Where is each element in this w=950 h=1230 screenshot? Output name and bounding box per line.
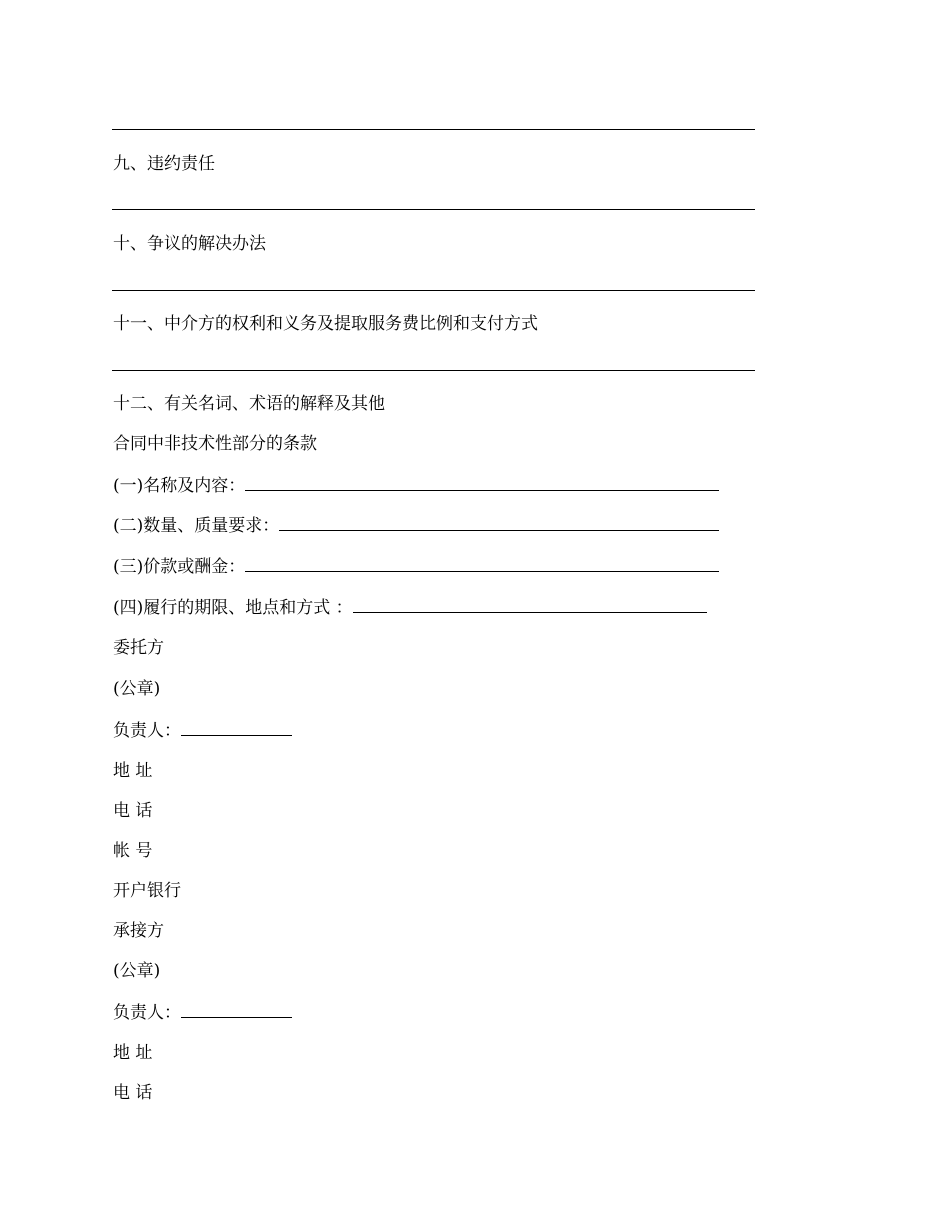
- client-responsible: [113, 719, 292, 742]
- client-bank: 开户银行: [113, 881, 181, 901]
- responsible-label: 负责人：: [113, 1003, 181, 1023]
- fill-line: [112, 290, 755, 291]
- nontech-item: [113, 555, 719, 578]
- nontech-heading: 合同中非技术性部分的条款: [113, 434, 317, 454]
- fill-blank: [245, 555, 719, 572]
- nontech-item: [113, 474, 719, 497]
- section-heading: 十二、有关名词、术语的解释及其他: [113, 394, 385, 414]
- nontech-item: [113, 514, 719, 537]
- contractor-title: 承接方: [113, 921, 164, 941]
- fill-blank: [245, 474, 719, 491]
- section-heading: 九、违约责任: [113, 154, 215, 174]
- contractor-responsible: [113, 1001, 292, 1024]
- fill-blank: [181, 1001, 292, 1018]
- nontech-item-label: (三)价款或酬金：: [113, 557, 246, 577]
- fill-line: [112, 370, 755, 371]
- nontech-item: [113, 596, 707, 619]
- fill-blank: [353, 596, 707, 613]
- contractor-seal: (公章): [113, 961, 161, 981]
- client-address: 地 址: [113, 761, 153, 781]
- nontech-item-label: (一)名称及内容：: [113, 476, 246, 496]
- client-seal: (公章): [113, 679, 161, 699]
- nontech-item-label: (二)数量、质量要求：: [113, 516, 280, 536]
- client-title: 委托方: [113, 638, 164, 658]
- responsible-label: 负责人：: [113, 721, 181, 741]
- nontech-item-label: (四)履行的期限、地点和方式 ：: [113, 598, 353, 618]
- contractor-address: 地 址: [113, 1043, 153, 1063]
- section-heading: 十、争议的解决办法: [113, 234, 266, 254]
- client-phone: 电 话: [113, 801, 153, 821]
- fill-blank: [279, 514, 719, 531]
- contractor-phone: 电 话: [113, 1083, 153, 1103]
- client-account: 帐 号: [113, 841, 153, 861]
- fill-line: [112, 209, 755, 210]
- fill-blank: [181, 719, 292, 736]
- section-heading: 十一、中介方的权利和义务及提取服务费比例和支付方式: [113, 314, 538, 334]
- fill-line: [112, 129, 755, 130]
